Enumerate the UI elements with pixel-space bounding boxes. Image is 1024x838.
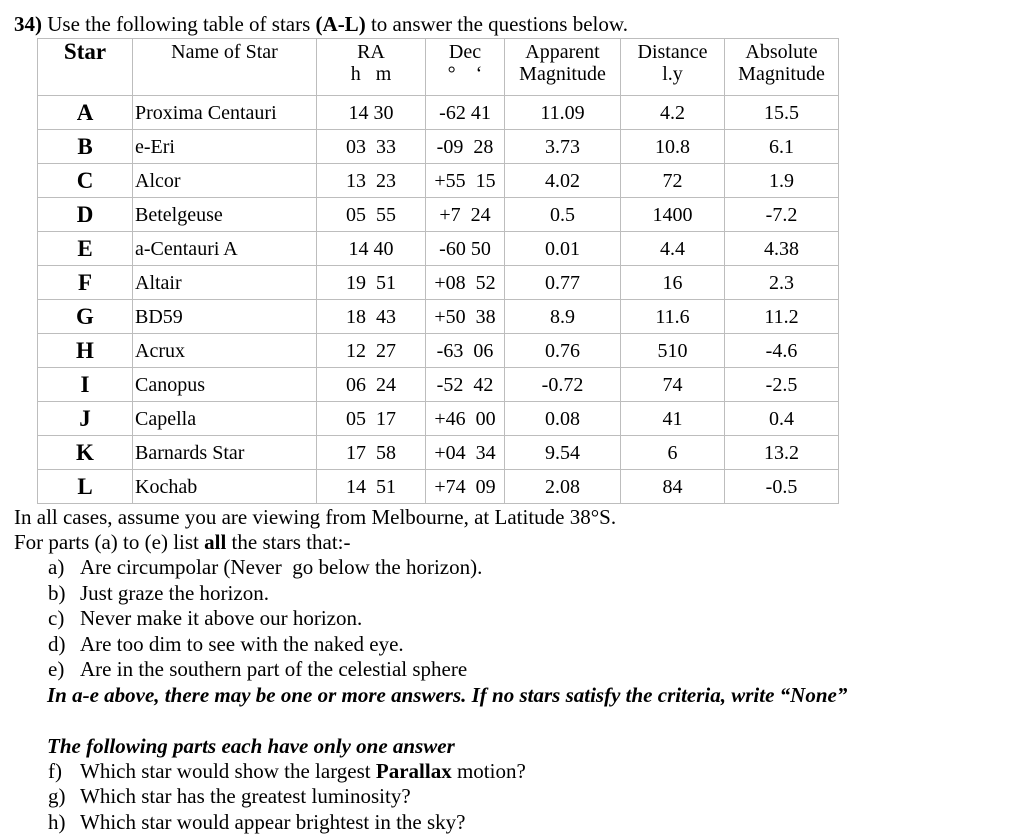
star-apparent-magnitude: 8.9	[505, 300, 621, 334]
question-number: 34)	[14, 12, 42, 36]
star-ra: 05 55	[317, 198, 426, 232]
intro-line-2	[14, 530, 847, 555]
star-name: a-Centauri A	[133, 232, 317, 266]
list-item	[14, 632, 847, 658]
star-ra: 03 33	[317, 130, 426, 164]
star-distance: 72	[621, 164, 725, 198]
header-abs-line1: Absolute	[745, 41, 818, 63]
table-header-row	[38, 39, 839, 96]
star-distance: 74	[621, 368, 725, 402]
table-row	[38, 266, 839, 300]
star-ra: 17 58	[317, 436, 426, 470]
header-dist-line2: l.y	[662, 63, 683, 85]
instructions	[14, 505, 847, 835]
table-body	[38, 96, 839, 504]
header-abs-line2: Magnitude	[738, 63, 825, 85]
star-ra: 13 23	[317, 164, 426, 198]
star-name: e-Eri	[133, 130, 317, 164]
star-distance: 1400	[621, 198, 725, 232]
header-star: Star	[38, 39, 133, 96]
header-dist-line1: Distance	[637, 41, 708, 63]
star-dec: -60 50	[426, 232, 505, 266]
star-name: Acrux	[133, 334, 317, 368]
part-label: f)	[48, 758, 62, 783]
star-dec: -09 28	[426, 130, 505, 164]
star-dec: -52 42	[426, 368, 505, 402]
part-label: e)	[48, 657, 65, 681]
part-label: a)	[48, 555, 65, 579]
part-text: Which star would appear brightest in the sky?	[80, 809, 466, 834]
star-letter: I	[38, 368, 133, 402]
star-apparent-magnitude: -0.72	[505, 368, 621, 402]
star-dec: +08 52	[426, 266, 505, 300]
part-text: Are too dim to see with the naked eye.	[80, 631, 404, 656]
star-ra: 14 30	[317, 96, 426, 130]
table-row	[38, 130, 839, 164]
star-apparent-magnitude: 0.76	[505, 334, 621, 368]
star-absolute-magnitude: 13.2	[725, 436, 839, 470]
part-label: b)	[48, 580, 66, 605]
star-apparent-magnitude: 0.08	[505, 402, 621, 436]
part-f-before: Which star would show the largest	[80, 758, 371, 783]
star-distance: 4.4	[621, 232, 725, 266]
star-letter: B	[38, 130, 133, 164]
header-dec	[426, 39, 505, 96]
star-apparent-magnitude: 0.5	[505, 198, 621, 232]
star-absolute-magnitude: -2.5	[725, 368, 839, 402]
header-distance	[621, 39, 725, 96]
star-distance: 16	[621, 266, 725, 300]
list-item	[14, 606, 847, 632]
table-row	[38, 232, 839, 266]
star-apparent-magnitude: 0.77	[505, 266, 621, 300]
header-name: Name of Star	[133, 39, 317, 96]
star-letter: C	[38, 164, 133, 198]
star-dec: +50 38	[426, 300, 505, 334]
star-apparent-magnitude: 0.01	[505, 232, 621, 266]
table-row	[38, 96, 839, 130]
star-absolute-magnitude: -4.6	[725, 334, 839, 368]
star-apparent-magnitude: 9.54	[505, 436, 621, 470]
star-dec: +7 24	[426, 198, 505, 232]
star-distance: 4.2	[621, 96, 725, 130]
stars-table	[37, 38, 839, 504]
list-item	[14, 810, 847, 836]
part-text: Which star has the greatest luminosity?	[80, 784, 411, 808]
star-dec: -63 06	[426, 334, 505, 368]
parts-f-h-list	[14, 759, 847, 836]
star-name: Altair	[133, 266, 317, 300]
part-text: Are in the southern part of the celestial sphere	[80, 657, 468, 681]
intro-line-1: In all cases, assume you are viewing from Melbourne, at Latitude 38°S.	[14, 505, 617, 529]
list-item	[14, 555, 847, 581]
question-range: (A-L)	[315, 12, 366, 36]
star-absolute-magnitude: 2.3	[725, 266, 839, 300]
star-ra: 18 43	[317, 300, 426, 334]
list-item	[14, 657, 847, 683]
header-app-line1: Apparent	[525, 41, 600, 63]
header-ra-title: RA	[357, 41, 385, 63]
table-row	[38, 436, 839, 470]
star-letter: G	[38, 300, 133, 334]
star-absolute-magnitude: 0.4	[725, 402, 839, 436]
star-name: Barnards Star	[133, 436, 317, 470]
table-row	[38, 198, 839, 232]
star-distance: 6	[621, 436, 725, 470]
star-absolute-magnitude: 1.9	[725, 164, 839, 198]
star-ra: 14 40	[317, 232, 426, 266]
table-row	[38, 334, 839, 368]
star-name: Betelgeuse	[133, 198, 317, 232]
header-app-line2: Magnitude	[519, 63, 606, 85]
note-multiple-answers: In a-e above, there may be one or more answers. If no stars satisfy the criteria, write “None”	[47, 682, 848, 707]
part-label: d)	[48, 631, 66, 656]
star-letter: H	[38, 334, 133, 368]
star-ra: 14 51	[317, 470, 426, 504]
part-label: g)	[48, 784, 66, 808]
star-absolute-magnitude: 11.2	[725, 300, 839, 334]
table-row	[38, 164, 839, 198]
question-heading	[14, 11, 628, 37]
question-text-before: Use the following table of stars	[47, 12, 311, 36]
header-dec-units: ° ‘	[447, 63, 483, 85]
part-text: Just graze the horizon.	[80, 580, 269, 605]
star-dec: -62 41	[426, 96, 505, 130]
star-dec: +74 09	[426, 470, 505, 504]
star-letter: K	[38, 436, 133, 470]
star-distance: 41	[621, 402, 725, 436]
part-f-after: motion?	[456, 758, 526, 783]
parts-a-e-list	[14, 555, 847, 683]
star-apparent-magnitude: 11.09	[505, 96, 621, 130]
star-letter: L	[38, 470, 133, 504]
list-item	[14, 581, 847, 607]
table-row	[38, 470, 839, 504]
star-absolute-magnitude: 15.5	[725, 96, 839, 130]
star-letter: J	[38, 402, 133, 436]
header-absolute-magnitude	[725, 39, 839, 96]
part-f-bold: Parallax	[375, 758, 452, 783]
spacer	[14, 708, 847, 734]
star-distance: 510	[621, 334, 725, 368]
part-text: Are circumpolar (Never go below the horizon).	[80, 555, 483, 579]
star-name: BD59	[133, 300, 317, 334]
star-distance: 10.8	[621, 130, 725, 164]
star-name: Kochab	[133, 470, 317, 504]
star-name: Alcor	[133, 164, 317, 198]
star-letter: F	[38, 266, 133, 300]
header-ra	[317, 39, 426, 96]
star-letter: A	[38, 96, 133, 130]
star-apparent-magnitude: 4.02	[505, 164, 621, 198]
star-absolute-magnitude: -0.5	[725, 470, 839, 504]
star-letter: E	[38, 232, 133, 266]
header-dec-title: Dec	[448, 41, 482, 63]
star-ra: 05 17	[317, 402, 426, 436]
header-ra-units: h m	[350, 63, 392, 85]
table-row	[38, 300, 839, 334]
star-ra: 06 24	[317, 368, 426, 402]
star-absolute-magnitude: -7.2	[725, 198, 839, 232]
header-apparent-magnitude	[505, 39, 621, 96]
star-name: Proxima Centauri	[133, 96, 317, 130]
star-dec: +46 00	[426, 402, 505, 436]
star-absolute-magnitude: 6.1	[725, 130, 839, 164]
star-ra: 12 27	[317, 334, 426, 368]
star-name: Capella	[133, 402, 317, 436]
table-row	[38, 402, 839, 436]
star-ra: 19 51	[317, 266, 426, 300]
star-distance: 84	[621, 470, 725, 504]
star-apparent-magnitude: 3.73	[505, 130, 621, 164]
star-distance: 11.6	[621, 300, 725, 334]
part-label: h)	[48, 809, 66, 834]
star-dec: +55 15	[426, 164, 505, 198]
part-text: Never make it above our horizon.	[80, 606, 363, 630]
question-text-after: to answer the questions below.	[370, 12, 628, 36]
list-item	[14, 759, 847, 785]
intro-line-2-bold: all	[204, 530, 227, 554]
list-item	[14, 784, 847, 810]
table-row	[38, 368, 839, 402]
star-absolute-magnitude: 4.38	[725, 232, 839, 266]
star-letter: D	[38, 198, 133, 232]
part-label: c)	[48, 606, 65, 630]
intro-line-2-after: the stars that:-	[231, 530, 351, 554]
star-name: Canopus	[133, 368, 317, 402]
intro-line-2-before: For parts (a) to (e) list	[14, 530, 199, 554]
note-single-answer: The following parts each have only one answer	[47, 733, 455, 758]
star-dec: +04 34	[426, 436, 505, 470]
star-apparent-magnitude: 2.08	[505, 470, 621, 504]
